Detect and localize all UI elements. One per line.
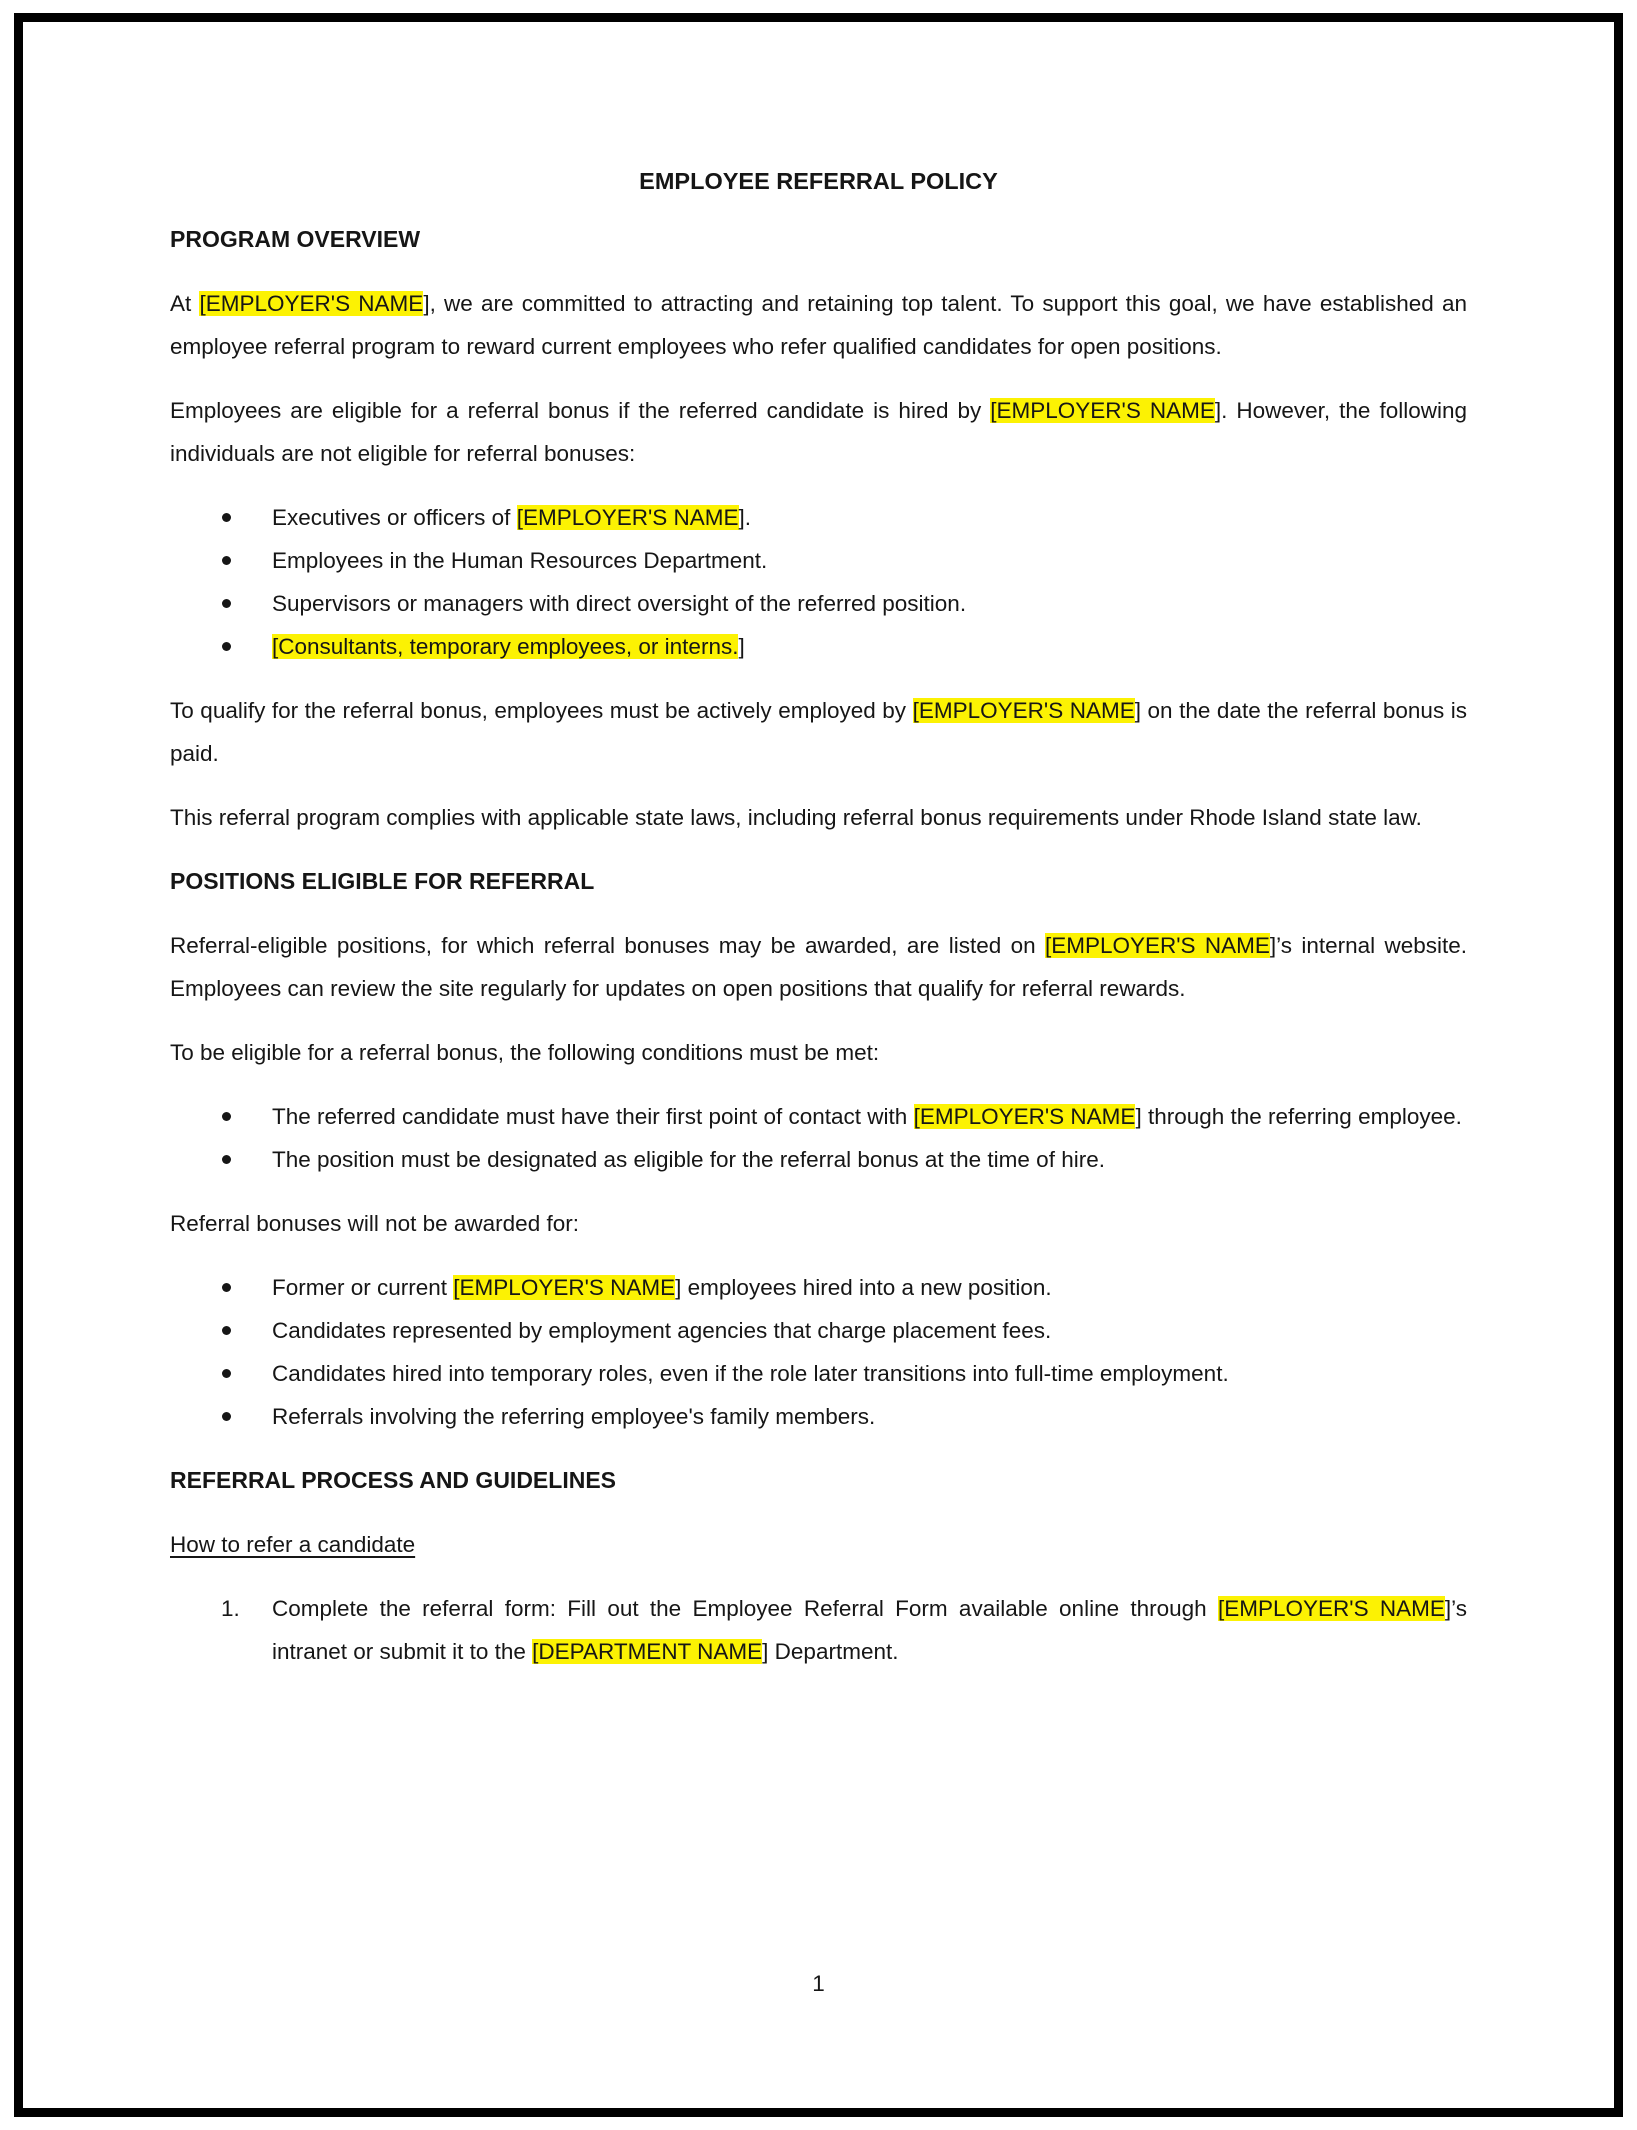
text-run: Employees are eligible for a referral bonus if the referred candidate is hired by (170, 398, 991, 423)
text-run: Employees in the Human Resources Department. (272, 548, 768, 573)
page-number: 1 (812, 1971, 825, 1996)
text-run: ] through the referring employee. (1135, 1104, 1462, 1129)
text-run: How to refer a candidate (170, 1532, 416, 1557)
text-run: Candidates represented by employment agencies that charge placement fees. (272, 1318, 1052, 1343)
bullet-marker (222, 599, 231, 608)
bullet-list (170, 496, 1467, 668)
section-heading (170, 1459, 1467, 1502)
document-title: EMPLOYEE REFERRAL POLICY (639, 168, 998, 194)
bullet-marker (222, 513, 231, 522)
list-item (170, 1095, 1467, 1138)
text-run: ] (738, 634, 745, 659)
text-run: The referred candidate must have their first point of contact with (272, 1104, 914, 1129)
bullet-list (170, 1266, 1467, 1438)
text-run: Referral bonuses will not be awarded for: (170, 1211, 579, 1236)
highlighted-placeholder: [EMPLOYER'S NAME (912, 698, 1135, 723)
text-run: ], we are committed to attracting and retaining top talent. To support this goal, we have established an employee referral program to reward current employees who refer qualified candidates for open positions. (170, 291, 1467, 359)
bullet-marker (222, 1155, 231, 1164)
highlighted-placeholder: [EMPLOYER'S NAME (516, 505, 739, 530)
numbered-list (170, 1587, 1467, 1673)
document-sections (170, 218, 1467, 1673)
bullet-marker (222, 642, 231, 651)
list-item (170, 1352, 1467, 1395)
paragraph (170, 282, 1467, 368)
list-item (170, 1138, 1467, 1181)
bullet-marker (222, 1283, 231, 1292)
text-run: This referral program complies with applicable state laws, including referral bonus requirements under Rhode Island state law. (170, 805, 1422, 830)
text-run: PROGRAM OVERVIEW (170, 226, 421, 252)
text-run: ] on the date the referral bonus is paid. (170, 698, 1467, 766)
list-item (170, 1309, 1467, 1352)
highlighted-placeholder: [EMPLOYER'S NAME (453, 1275, 676, 1300)
text-run: The position must be designated as eligible for the referral bonus at the time of hire. (272, 1147, 1105, 1172)
text-run: Former or current (272, 1275, 454, 1300)
text-run: Referral-eligible positions, for which referral bonuses may be awarded, are listed on (170, 933, 1045, 958)
text-run: To be eligible for a referral bonus, the following conditions must be met: (170, 1040, 880, 1065)
text-run: At (170, 291, 200, 316)
highlighted-placeholder: [EMPLOYER'S NAME (913, 1104, 1136, 1129)
list-item (170, 582, 1467, 625)
text-run: ] employees hired into a new position. (675, 1275, 1052, 1300)
text-run: Complete the referral form: Fill out the Employee Referral Form available online through (272, 1596, 1218, 1621)
bullet-marker (222, 1412, 231, 1421)
section-heading (170, 860, 1467, 903)
text-run: Executives or officers of (272, 505, 517, 530)
highlighted-placeholder: [DEPARTMENT NAME (532, 1639, 763, 1664)
subsection-heading (170, 1523, 1467, 1566)
list-item (170, 1395, 1467, 1438)
document-content (170, 160, 1467, 1694)
paragraph (170, 796, 1467, 839)
section-heading (170, 218, 1467, 261)
bullet-marker (222, 1369, 231, 1378)
text-run: ] Department. (762, 1639, 899, 1664)
text-run: ]. (738, 505, 752, 530)
paragraph (170, 389, 1467, 475)
highlighted-placeholder: [EMPLOYER'S NAME (199, 291, 424, 316)
list-item (170, 625, 1467, 668)
highlighted-placeholder: [Consultants, temporary employees, or interns. (272, 634, 739, 659)
number-marker: 1. (221, 1596, 240, 1621)
bullet-marker (222, 556, 231, 565)
highlighted-placeholder: [EMPLOYER'S NAME (990, 398, 1215, 423)
list-item (170, 1587, 1467, 1673)
text-run: ]’s internal website. Employees can review the site regularly for updates on open positions that qualify for referral rewards. (170, 933, 1467, 1001)
paragraph (170, 1202, 1467, 1245)
text-run: REFERRAL PROCESS AND GUIDELINES (170, 1467, 616, 1493)
list-item (170, 496, 1467, 539)
underlined-text (170, 1532, 415, 1557)
highlighted-placeholder: [EMPLOYER'S NAME (1218, 1596, 1445, 1621)
text-run: Supervisors or managers with direct oversight of the referred position. (272, 591, 967, 616)
paragraph (170, 689, 1467, 775)
bullet-marker (222, 1326, 231, 1335)
bullet-marker (222, 1112, 231, 1121)
text-run: ]. However, the following individuals are not eligible for referral bonuses: (170, 398, 1467, 466)
bullet-list (170, 1095, 1467, 1181)
list-item (170, 1266, 1467, 1309)
paragraph (170, 924, 1467, 1010)
text-run: Candidates hired into temporary roles, even if the role later transitions into full-time employment. (272, 1361, 1229, 1386)
paragraph (170, 1031, 1467, 1074)
list-item (170, 539, 1467, 582)
text-run: Referrals involving the referring employee's family members. (272, 1404, 876, 1429)
text-run: POSITIONS ELIGIBLE FOR REFERRAL (170, 868, 595, 894)
text-run: ]’s intranet or submit it to the (272, 1596, 1467, 1664)
text-run: To qualify for the referral bonus, employees must be actively employed by (170, 698, 913, 723)
highlighted-placeholder: [EMPLOYER'S NAME (1044, 933, 1270, 958)
